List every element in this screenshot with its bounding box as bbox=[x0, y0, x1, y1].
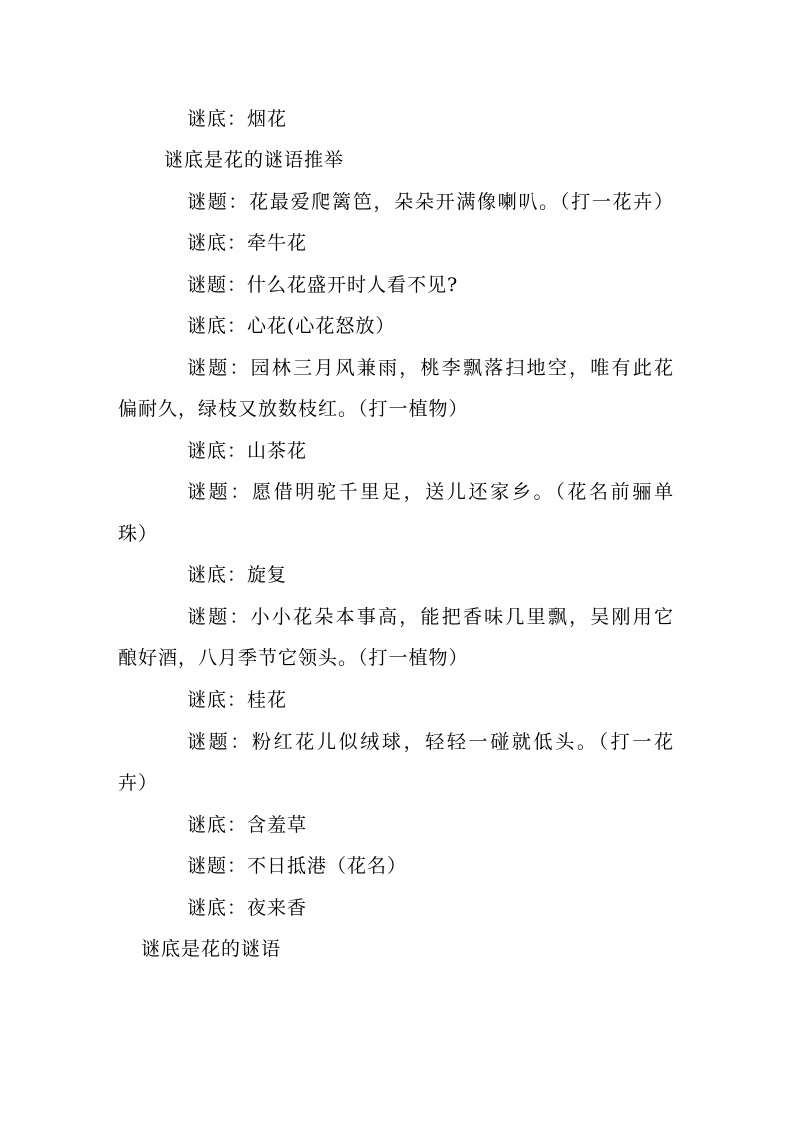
riddle-line-continued: 酿好酒，八月季节它领头。（打一植物） bbox=[118, 647, 469, 669]
riddle-line: 谜题：粉红花儿似绒球，轻轻一碰就低头。（打一花 bbox=[187, 731, 673, 753]
riddle-line-continued: 偏耐久，绿枝又放数枝红。（打一植物） bbox=[118, 398, 469, 420]
riddle-line: 谜题：不日抵港（花名） bbox=[187, 855, 408, 877]
riddle-line: 谜题：小小花朵本事高，能把香味几里飘，吴刚用它 bbox=[187, 606, 673, 628]
section-heading: 谜底是花的谜语 bbox=[141, 938, 282, 960]
answer-line: 谜底：旋复 bbox=[187, 564, 288, 586]
answer-line: 谜底：牵牛花 bbox=[187, 232, 308, 254]
section-heading: 谜底是花的谜语推举 bbox=[164, 149, 345, 171]
riddle-line: 谜题：园林三月风兼雨，桃李飘落扫地空，唯有此花 bbox=[187, 357, 673, 379]
answer-line: 谜底：桂花 bbox=[187, 689, 288, 711]
answer-line: 谜底：烟花 bbox=[187, 108, 288, 130]
riddle-line: 谜题：什么花盛开时人看不见? bbox=[187, 274, 459, 296]
answer-line: 谜底：夜来香 bbox=[187, 897, 308, 919]
answer-line: 谜底：心花(心花怒放） bbox=[187, 315, 396, 337]
answer-line: 谜底：含羞草 bbox=[187, 814, 308, 836]
riddle-line: 谜题：愿借明驼千里足，送儿还家乡。（花名前骊单 bbox=[187, 481, 673, 503]
riddle-line: 谜题：花最爱爬篱笆，朵朵开满像喇叭。（打一花卉） bbox=[187, 191, 673, 213]
answer-line: 谜底：山茶花 bbox=[187, 440, 308, 462]
riddle-line-continued: 珠） bbox=[118, 523, 159, 545]
riddle-line-continued: 卉） bbox=[118, 772, 159, 794]
